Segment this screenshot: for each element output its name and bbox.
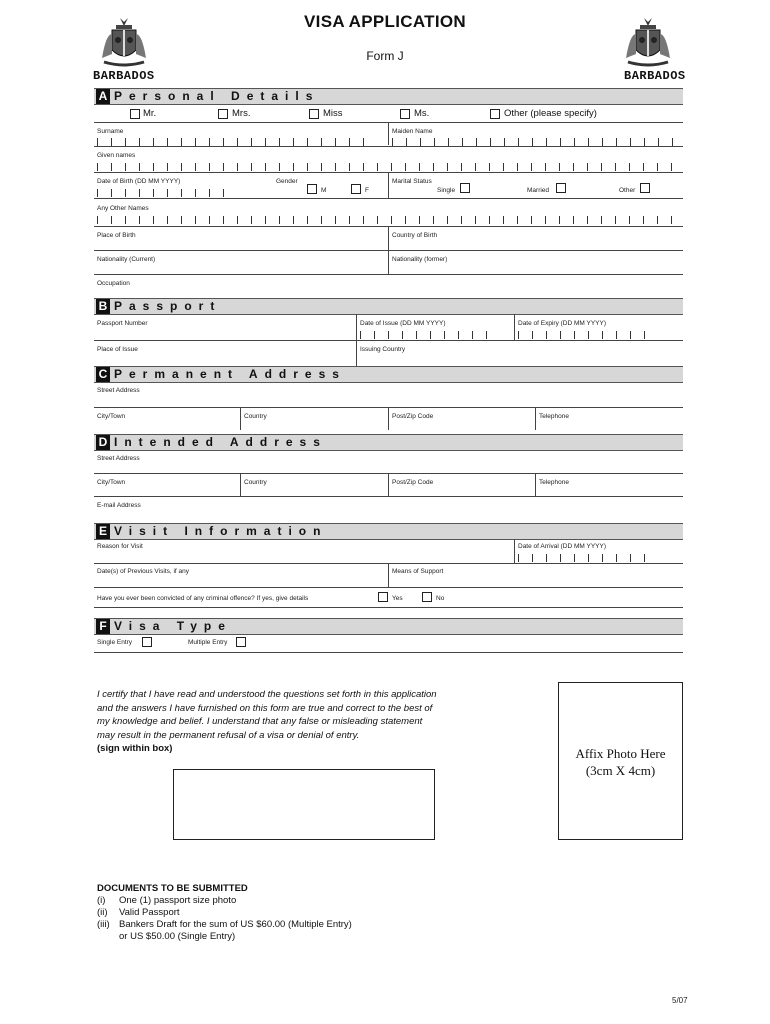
single-label: Single [437,187,456,194]
section-title: Visit Information [114,524,328,538]
maiden-name-field[interactable] [392,138,680,146]
married-checkbox[interactable] [556,183,566,193]
divider [388,473,389,496]
gender-f-label: F [365,187,369,194]
country-of-birth-label: Country of Birth [392,232,438,239]
date-of-arrival-field[interactable] [518,554,658,562]
other-marital-label: Other [619,187,636,194]
telephone-label: Telephone [539,413,569,420]
date-of-expiry-label: Date of Expiry (DD MM YYYY) [518,320,607,327]
multiple-entry-checkbox[interactable] [236,637,246,647]
gender-m-label: M [321,187,327,194]
gender-f-checkbox[interactable] [351,184,361,194]
certification-text: I certify that I have read and understood the questions set forth in this application and the answers I have furnished on this form are true and correct to the best of my knowledge and belief. I understand that any false or misleading statement may result in the permanent refusal of a visa or denial of entry. [97,689,437,741]
photo-box[interactable] [558,682,683,840]
divider [94,146,683,147]
divider [94,340,683,341]
section-letter: E [96,524,110,539]
single-entry-checkbox[interactable] [142,637,152,647]
item-continuation: or US $50.00 (Single Entry) [119,931,236,942]
dob-label: Date of Birth (DD MM YYYY) [97,178,181,185]
date-of-arrival-label: Date of Arrival (DD MM YYYY) [518,543,607,550]
section-a-header [94,88,683,105]
given-names-field[interactable] [97,163,680,171]
reason-label: Reason for Visit [97,543,143,550]
any-other-names-field[interactable] [97,216,680,224]
issuing-country-label: Issuing Country [360,346,406,353]
postcode-label: Post/Zip Code [392,413,434,420]
photo-line-2: (3cm X 4cm) [585,763,656,778]
section-title: Visa Type [114,619,232,633]
divider [535,407,536,430]
divider [388,172,389,198]
place-of-birth-label: Place of Birth [97,232,136,239]
city-label: City/Town [97,413,126,420]
coat-of-arms-icon [622,14,674,70]
item-text: Bankers Draft for the sum of US $60.00 (Multiple Entry) [119,919,352,930]
section-d-header [94,434,683,451]
divider [94,587,683,588]
divider [94,198,683,199]
document-item [97,895,352,907]
country-label-right: BARBADOS [624,69,686,83]
section-letter: F [96,619,110,634]
section-title: Intended Address [114,435,327,449]
section-c-header [94,366,683,383]
gender-label: Gender [276,178,298,185]
other-title-label: Other (please specify) [504,108,597,119]
divider [94,496,683,497]
single-checkbox[interactable] [460,183,470,193]
photo-line-1: Affix Photo Here [575,746,666,761]
telephone-label: Telephone [539,479,569,486]
divider [94,274,683,275]
surname-label: Surname [97,128,124,135]
divider [240,473,241,496]
criminal-yes-checkbox[interactable] [378,592,388,602]
means-of-support-label: Means of Support [392,568,444,575]
divider [240,407,241,430]
certification-statement [97,688,437,756]
ms-label: Ms. [414,108,430,119]
signature-box[interactable] [173,769,435,840]
divider [514,539,515,563]
item-number: (i) [97,895,106,906]
ms-checkbox[interactable] [400,109,410,119]
single-entry-label: Single Entry [97,639,133,646]
marital-status-label: Marital Status [392,178,432,185]
section-e-header [94,523,683,540]
email-label: E-mail Address [97,502,141,509]
date-of-issue-label: Date of Issue (DD MM YYYY) [360,320,446,327]
surname-field[interactable] [97,138,377,146]
passport-number-label: Passport Number [97,320,148,327]
form-title: VISA APPLICATION [304,12,466,31]
item-number: (ii) [97,907,108,918]
section-title: Permanent Address [114,367,346,381]
document-item [97,907,352,919]
photo-instruction [559,745,682,779]
yes-label: Yes [392,595,403,602]
multiple-entry-label: Multiple Entry [188,639,228,646]
divider [514,314,515,340]
dob-field[interactable] [97,189,237,197]
maiden-name-label: Maiden Name [392,128,433,135]
country-label: Country [244,479,267,486]
section-title: Passport [114,299,222,313]
other-title-checkbox[interactable] [490,109,500,119]
given-names-label: Given names [97,152,136,159]
gender-m-checkbox[interactable] [307,184,317,194]
criminal-no-checkbox[interactable] [422,592,432,602]
miss-label: Miss [323,108,343,119]
mrs-checkbox[interactable] [218,109,228,119]
place-of-issue-label: Place of Issue [97,346,138,353]
divider [388,563,389,587]
any-other-names-label: Any Other Names [97,205,149,212]
divider [535,473,536,496]
nationality-current-label: Nationality (Current) [97,256,156,263]
criminal-question-label: Have you ever been convicted of any criminal offence? If yes, give details [97,595,309,602]
other-marital-checkbox[interactable] [640,183,650,193]
item-number: (iii) [97,919,110,930]
item-text: Valid Passport [119,907,180,918]
miss-checkbox[interactable] [309,109,319,119]
previous-visits-label: Date(s) of Previous Visits, if any [97,568,189,575]
section-letter: B [96,299,110,314]
mr-checkbox[interactable] [130,109,140,119]
divider [388,407,389,430]
date-of-expiry-field[interactable] [518,331,658,339]
item-text: One (1) passport size photo [119,895,237,906]
mrs-label: Mrs. [232,108,251,119]
documents-section [97,883,352,943]
documents-title: DOCUMENTS TO BE SUBMITTED [97,883,248,894]
country-label-left: BARBADOS [93,69,155,83]
occupation-label: Occupation [97,280,130,287]
nationality-former-label: Nationality (former) [392,256,448,263]
married-label: Married [527,187,550,194]
section-f-header [94,618,683,635]
sign-instruction: (sign within box) [97,743,173,754]
section-title: Personal Details [114,89,320,103]
document-item [97,919,352,931]
section-letter: C [96,367,110,382]
postcode-label: Post/Zip Code [392,479,434,486]
divider [94,652,683,653]
divider [94,250,683,251]
divider [94,607,683,608]
section-letter: D [96,435,110,450]
street-address-label: Street Address [97,387,140,394]
section-b-header [94,298,683,315]
city-label: City/Town [97,479,126,486]
street-address-label: Street Address [97,455,140,462]
coat-of-arms-icon [98,14,150,70]
divider [388,122,389,145]
page-code: 5/07 [672,996,688,1005]
section-letter: A [96,89,110,104]
form-subtitle: Form J [366,49,404,63]
no-label: No [436,595,445,602]
country-label: Country [244,413,267,420]
date-of-issue-field[interactable] [360,331,500,339]
mr-label: Mr. [143,108,157,119]
